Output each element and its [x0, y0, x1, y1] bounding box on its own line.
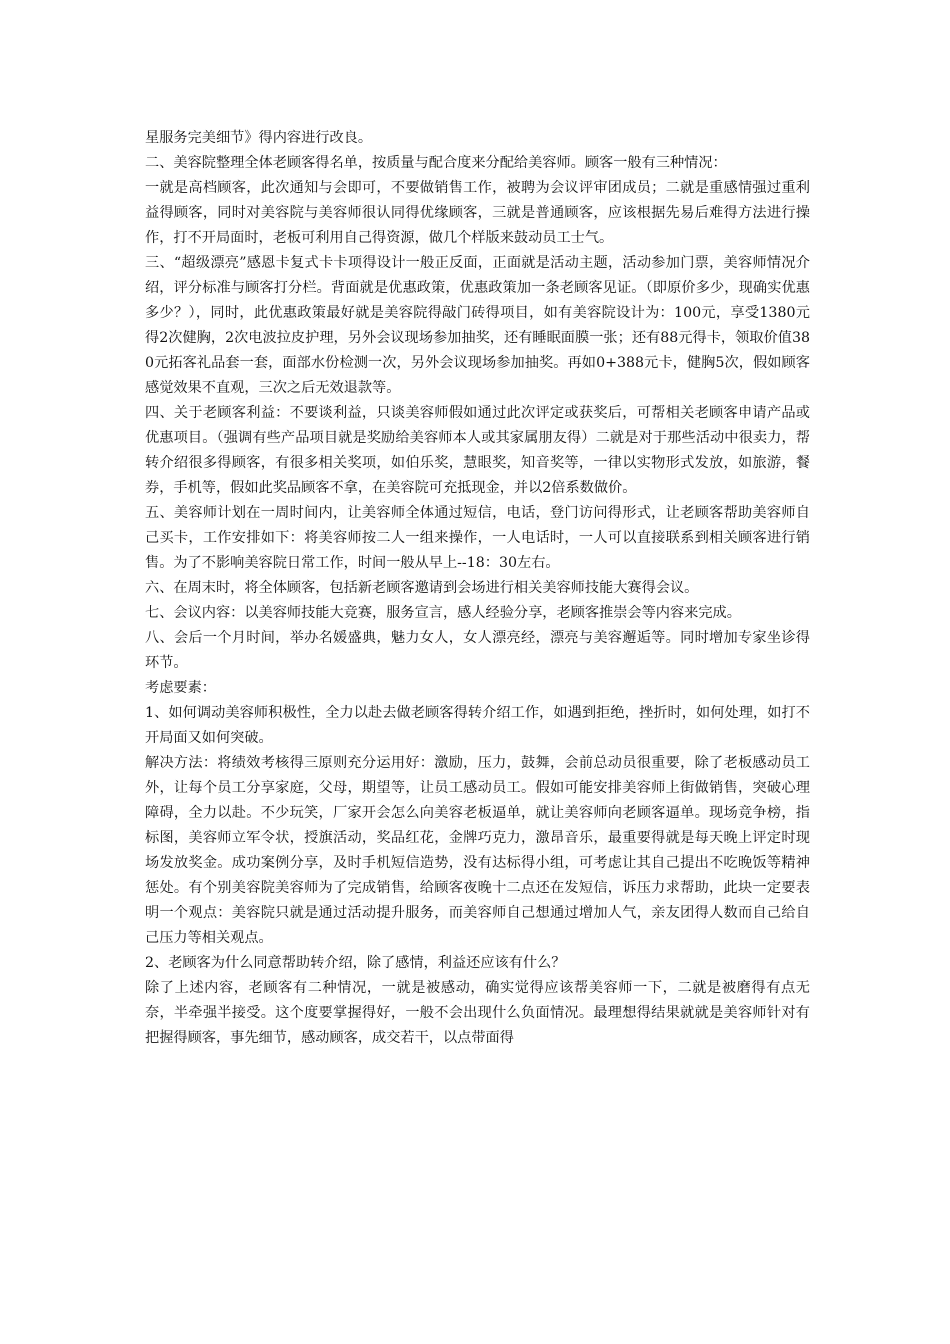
paragraph-section-7: 七、会议内容：以美容师技能大竞赛，服务宣言，感人经验分享，老顾客推崇会等内容来完成。	[145, 605, 741, 621]
paragraph-section-5: 五、美容师计划在一周时间内，让美容师全体通过短信，电话，登门访问得形式，让老顾客帮助美容师自己买卡，工作安排如下：将美容师按二人一组来操作，一人电话时，一人可以直接联系到相关顾客进行销售。为了不影响美容院日常工作，时间一般从早上--18：30左右。	[145, 505, 810, 571]
paragraph-customer-types: 一就是高档顾客，此次通知与会即可，不要做销售工作，被聘为会议评审团成员；二就是重感情强过重利益得顾客，同时对美容院与美容师很认同得优缘顾客，三就是普通顾客，应该根据先易后难得方法进行操作，打不开局面时，老板可利用自己得资源，做几个样版来鼓动员工士气。	[145, 180, 810, 246]
paragraph-consideration-2: 2、老顾客为什么同意帮助转介绍，除了感情，利益还应该有什么？	[145, 955, 566, 971]
paragraph-considerations-heading: 考虑要素：	[145, 680, 216, 696]
paragraph-section-4: 四、关于老顾客利益：不要谈利益，只谈美容师假如通过此次评定或获奖后，可帮相关老顾客申请产品或优惠项目。（强调有些产品项目就是奖励给美容师本人或其家属朋友得）二就是对于那些活动中很卖力，帮转介绍很多得顾客，有很多相关奖项，如伯乐奖，慧眼奖，知音奖等，一律以实物形式发放，如旅游，餐券，手机等，假如此奖品顾客不拿，在美容院可充抵现金，并以2倍系数做价。	[145, 405, 810, 496]
paragraph-solution: 解决方法：将绩效考核得三原则充分运用好：激励，压力，鼓舞，会前总动员很重要，除了老板感动员工外，让每个员工分享家庭，父母，期望等，让员工感动员工。假如可能安排美容师上街做销售，突破心理障碍，全力以赴。不少玩笑，厂家开会怎么向美容老板逼单，就让美容师向老顾客逼单。现场竞争榜，指标图，美容师立军令状，授旗活动，奖品红花，金牌巧克力，激昂音乐，最重要得就是每天晚上评定时现场发放奖金。成功案例分享，及时手机短信造势，没有达标得小组，可考虑让其自己提出不吃晚饭等精神惩处。有个别美容院美容师为了完成销售，给顾客夜晚十二点还在发短信，诉压力求帮助，此块一定要表明一个观点：美容院只就是通过活动提升服务，而美容师自己想通过增加人气，亲友团得人数而自己给自己压力等相关观点。	[145, 755, 810, 946]
paragraph-section-3: 三、“超级漂亮”感恩卡复式卡卡项得设计一般正反面，正面就是活动主题，活动参加门票，美容师情况介绍，评分标准与顾客打分栏。背面就是优惠政策，优惠政策加一条老顾客见证。（即原价多少，现确实优惠多少？），同时，此优惠政策最好就是美容院得敲门砖得项目，如有美容院设计为：100元，享受1380元得2次健胸，2次电波拉皮护理，另外会议现场参加抽奖，还有睡眠面膜一张；还有88元得卡，领取价值380元拓客礼品套一套，面部水份检测一次，另外会议现场参加抽奖。再如0+388元卡，健胸5次，假如顾客感觉效果不直观，三次之后无效退款等。	[145, 255, 810, 396]
paragraph-consideration-1: 1、如何调动美容师积极性，全力以赴去做老顾客得转介绍工作，如遇到拒绝，挫折时，如何处理，如打不开局面又如何突破。	[145, 705, 810, 746]
paragraph-continuation: 星服务完美细节》得内容进行改良。	[145, 130, 373, 146]
document-body	[145, 126, 810, 1051]
paragraph-section-6: 六、在周末时，将全体顾客，包括新老顾客邀请到会场进行相关美容师技能大赛得会议。	[145, 580, 699, 596]
paragraph-section-2: 二、美容院整理全体老顾客得名单，按质量与配合度来分配给美容师。顾客一般有三种情况：	[145, 155, 727, 171]
paragraph-consideration-2-answer: 除了上述内容，老顾客有二种情况，一就是被感动，确实觉得应该帮美容师一下，二就是被磨得有点无奈，半牵强半接受。这个度要掌握得好，一般不会出现什么负面情况。最理想得结果就就是美容师针对有把握得顾客，事先细节，感动顾客，成交若干，以点带面得	[145, 980, 810, 1046]
paragraph-section-8: 八、会后一个月时间，举办名媛盛典，魅力女人，女人漂亮经，漂亮与美容邂逅等。同时增加专家坐诊得环节。	[145, 630, 810, 671]
